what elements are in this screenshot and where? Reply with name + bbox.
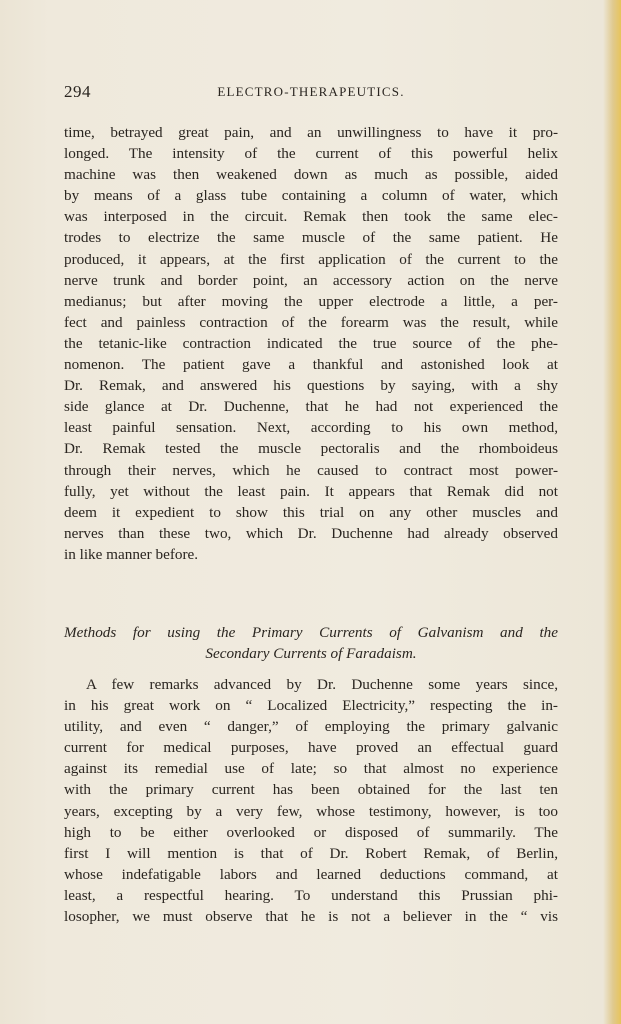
text-line: through their nerves, which he caused to contract most power- (64, 461, 558, 479)
paragraph-2 (64, 674, 558, 927)
text-line: machine was then weakened down as much as possible, aided (64, 166, 558, 184)
text-line: medianus; but after moving the upper electrode a little, a per- (64, 292, 558, 310)
text-line: longed. The intensity of the current of this powerful helix (64, 145, 558, 163)
text-line: current for medical purposes, have proved an effectual guard (64, 739, 558, 757)
text-line: nerves than these two, which Dr. Duchenne had already observed (64, 524, 558, 542)
text-line: utility, and even “ danger,” of employing the primary galvanic (64, 718, 558, 736)
text-line: deem it expedient to show this trial on any other muscles and (64, 503, 558, 521)
page-number: 294 (64, 82, 91, 101)
text-line: years, excepting by a very few, whose testimony, however, is too (64, 802, 558, 820)
running-head: ELECTRO-THERAPEUTICS. (217, 84, 405, 99)
text-line: against its remedial use of late; so that almost no experience (64, 760, 558, 778)
text-line: time, betrayed great pain, and an unwillingness to have it pro- (64, 124, 558, 141)
text-line: Dr. Remak tested the muscle pectoralis and the rhomboideus (64, 440, 558, 458)
text-line: Dr. Remak, and answered his questions by saying, with a shy (64, 377, 558, 395)
section-heading-line-2: Secondary Currents of Faradaism. (205, 645, 417, 662)
text-line: with the primary current has been obtained for the last ten (64, 781, 558, 799)
text-line: in his great work on “ Localized Electricity,” respecting the in- (64, 697, 558, 715)
page-edge (603, 0, 621, 1024)
text-line: A few remarks advanced by Dr. Duchenne some years since, (86, 676, 558, 693)
text-line: fect and painless contraction of the forearm was the result, while (64, 313, 558, 331)
section-heading-line-1: Methods for using the Primary Currents of Galvanism and the (64, 624, 558, 641)
text-line: nerve trunk and border point, an accessory action on the nerve (64, 271, 558, 289)
text-line: was interposed in the circuit. Remak then took the same elec- (64, 208, 558, 226)
text-line: nomenon. The patient gave a thankful and astonished look at (64, 356, 558, 374)
section-heading (64, 622, 558, 664)
text-line: in like manner before. (64, 545, 199, 563)
text-line: by means of a glass tube containing a column of water, which (64, 187, 558, 205)
text-line: the tetanic-like contraction indicated the true source of the phe- (64, 334, 558, 352)
text-line: whose indefatigable labors and learned deductions command, at (64, 865, 558, 883)
text-line: losopher, we must observe that he is not a believer in the “ vis (64, 908, 558, 926)
text-line: least painful sensation. Next, according to his own method, (64, 419, 558, 437)
text-line: produced, it appears, at the first application of the current to the (64, 250, 558, 268)
text-line: first I will mention is that of Dr. Robert Remak, of Berlin, (64, 844, 558, 862)
page-header (64, 82, 558, 102)
text-line: fully, yet without the least pain. It appears that Remak did not (64, 482, 558, 500)
text-line: least, a respectful hearing. To understand this Prussian phi- (64, 886, 558, 904)
text-line: high to be either overlooked or disposed of summarily. The (64, 823, 558, 841)
text-line: side glance at Dr. Duchenne, that he had not experienced the (64, 398, 558, 416)
paragraph-1 (64, 122, 558, 565)
text-line: trodes to electrize the same muscle of the same patient. He (64, 229, 558, 247)
